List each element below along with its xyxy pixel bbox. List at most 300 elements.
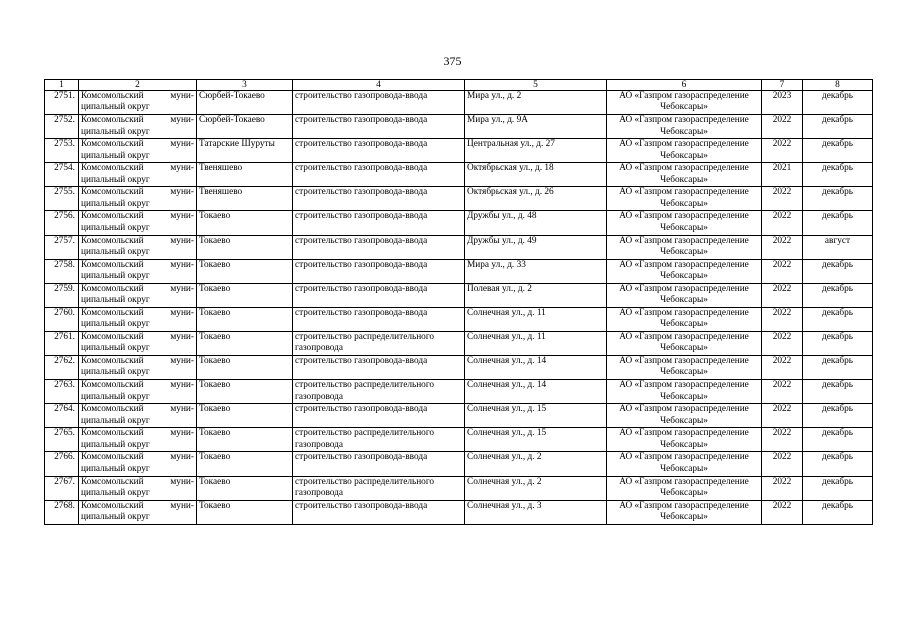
organization: АО «Газпром газораспределение Чебоксары»: [619, 211, 749, 233]
row-number: 2760.: [54, 307, 75, 318]
district-line-1: Комсомольский муни-: [81, 404, 194, 415]
organization-cell: [607, 331, 762, 355]
year: 2022: [772, 452, 792, 463]
settlement-cell: [197, 476, 293, 500]
district-line-1: Комсомольский муни-: [81, 307, 194, 318]
district-line-2: ципальный округ: [81, 343, 150, 354]
settlement-cell: [197, 307, 293, 331]
district-line-1: Комсомольский муни-: [81, 331, 194, 342]
month: декабрь: [822, 283, 853, 294]
work-type: строительство распределительного газопровода: [295, 476, 435, 498]
row-number: 2755.: [54, 187, 75, 198]
organization-cell: [607, 139, 762, 163]
month-cell: [803, 307, 873, 331]
settlement-name: Токаево: [199, 307, 231, 318]
address-cell: [465, 235, 607, 259]
organization: АО «Газпром газораспределение Чебоксары»: [619, 380, 749, 402]
work-type: строительство распределительного газопровода: [295, 428, 435, 450]
settlement-name: Токаево: [199, 331, 231, 342]
month: декабрь: [822, 428, 853, 439]
month-cell: [803, 404, 873, 428]
row-number: 2751.: [54, 91, 75, 101]
organization: АО «Газпром газораспределение Чебоксары»: [619, 476, 749, 498]
row-number-cell: [45, 139, 79, 163]
month-cell: [803, 283, 873, 307]
settlement-cell: [197, 380, 293, 404]
month-cell: [803, 380, 873, 404]
address: Мира ул., д. 33: [467, 259, 526, 270]
work-type-cell: [293, 115, 465, 139]
work-type: строительство газопровода-ввода: [295, 283, 428, 294]
district-line-1: Комсомольский муни-: [81, 139, 194, 150]
month-cell: [803, 356, 873, 380]
year: 2021: [772, 163, 792, 174]
address-cell: [465, 331, 607, 355]
month: декабрь: [822, 163, 853, 174]
district-line-2: ципальный округ: [81, 415, 150, 426]
table-row: [45, 163, 873, 187]
month: декабрь: [822, 139, 853, 150]
month: декабрь: [822, 500, 853, 511]
district-cell: [79, 211, 197, 235]
address-cell: [465, 356, 607, 380]
table-row: [45, 452, 873, 476]
work-type: строительство газопровода-ввода: [295, 187, 428, 198]
address: Солнечная ул., д. 2: [467, 476, 542, 487]
settlement-cell: [197, 404, 293, 428]
work-type-cell: [293, 428, 465, 452]
month: декабрь: [822, 91, 853, 101]
district-line-1: Комсомольский муни-: [81, 259, 194, 270]
settlement-name: Токаево: [199, 259, 231, 270]
settlement-cell: [197, 283, 293, 307]
row-number-cell: [45, 163, 79, 187]
year-cell: [762, 235, 803, 259]
organization: АО «Газпром газораспределение Чебоксары»: [619, 428, 749, 450]
settlement-name: Токаево: [199, 380, 231, 391]
row-number-cell: [45, 452, 79, 476]
work-type-cell: [293, 331, 465, 355]
district-cell: [79, 356, 197, 380]
district-line-1: Комсомольский муни-: [81, 452, 194, 463]
year: 2022: [772, 187, 792, 198]
year: 2022: [772, 235, 792, 246]
address: Солнечная ул., д. 15: [467, 404, 547, 415]
row-number: 2762.: [54, 356, 75, 367]
month-cell: [803, 476, 873, 500]
year: 2022: [772, 331, 792, 342]
district-line-1: Комсомольский муни-: [81, 91, 194, 101]
organization-cell: [607, 476, 762, 500]
year-cell: [762, 259, 803, 283]
header-cell: 3: [197, 80, 293, 91]
address-cell: [465, 476, 607, 500]
organization: АО «Газпром газораспределение Чебоксары»: [619, 356, 749, 378]
year-cell: [762, 187, 803, 211]
year: 2022: [772, 211, 792, 222]
district-cell: [79, 187, 197, 211]
district-cell: [79, 500, 197, 524]
organization: АО «Газпром газораспределение Чебоксары»: [619, 115, 749, 137]
row-number-cell: [45, 187, 79, 211]
address: Октябрьская ул., д. 18: [467, 163, 554, 174]
table-row: [45, 91, 873, 115]
settlement-cell: [197, 500, 293, 524]
header-cell: 6: [607, 80, 762, 91]
table-row: [45, 476, 873, 500]
district-cell: [79, 235, 197, 259]
settlement-cell: [197, 452, 293, 476]
work-type: строительство газопровода-ввода: [295, 235, 428, 246]
district-line-2: ципальный округ: [81, 198, 150, 209]
address: Октябрьская ул., д. 26: [467, 187, 554, 198]
month: декабрь: [822, 452, 853, 463]
district-cell: [79, 283, 197, 307]
work-type: строительство газопровода-ввода: [295, 91, 428, 101]
month: декабрь: [822, 380, 853, 391]
year-cell: [762, 91, 803, 115]
address: Центральная ул., д. 27: [467, 139, 555, 150]
year: 2022: [772, 307, 792, 318]
table-row: [45, 331, 873, 355]
work-type-cell: [293, 283, 465, 307]
address: Мира ул., д. 2: [467, 91, 522, 101]
work-type: строительство распределительного газопровода: [295, 380, 435, 402]
year: 2022: [772, 356, 792, 367]
work-type-cell: [293, 307, 465, 331]
row-number-cell: [45, 259, 79, 283]
header-row: [45, 80, 873, 91]
table-row: [45, 115, 873, 139]
settlement-cell: [197, 187, 293, 211]
header-cell: 8: [803, 80, 873, 91]
district-cell: [79, 307, 197, 331]
year: 2022: [772, 380, 792, 391]
year-cell: [762, 139, 803, 163]
work-type-cell: [293, 187, 465, 211]
settlement-cell: [197, 211, 293, 235]
settlement-cell: [197, 139, 293, 163]
organization: АО «Газпром газораспределение Чебоксары»: [619, 139, 749, 161]
work-type: строительство газопровода-ввода: [295, 356, 428, 367]
year-cell: [762, 428, 803, 452]
row-number-cell: [45, 356, 79, 380]
row-number-cell: [45, 307, 79, 331]
work-type: строительство газопровода-ввода: [295, 139, 428, 150]
address: Солнечная ул., д. 11: [467, 307, 546, 318]
row-number: 2768.: [54, 500, 75, 511]
address-cell: [465, 91, 607, 115]
district-line-2: ципальный округ: [81, 174, 150, 185]
month-cell: [803, 115, 873, 139]
row-number-cell: [45, 235, 79, 259]
row-number-cell: [45, 115, 79, 139]
address-cell: [465, 500, 607, 524]
year: 2022: [772, 283, 792, 294]
address-cell: [465, 283, 607, 307]
work-type: строительство газопровода-ввода: [295, 500, 428, 511]
organization: АО «Газпром газораспределение Чебоксары»: [619, 235, 749, 257]
month: декабрь: [822, 356, 853, 367]
settlement-name: Токаево: [199, 356, 231, 367]
document-table: [44, 79, 873, 525]
work-type: строительство газопровода-ввода: [295, 307, 428, 318]
district-cell: [79, 404, 197, 428]
district-cell: [79, 331, 197, 355]
table-row: [45, 356, 873, 380]
settlement-cell: [197, 428, 293, 452]
address: Солнечная ул., д. 3: [467, 500, 542, 511]
district-line-1: Комсомольский муни-: [81, 283, 194, 294]
address: Солнечная ул., д. 11: [467, 331, 546, 342]
settlement-name: Токаево: [199, 404, 231, 415]
work-type: строительство распределительного газопровода: [295, 331, 435, 354]
year-cell: [762, 380, 803, 404]
year-cell: [762, 500, 803, 524]
settlement-name: Токаево: [199, 235, 231, 246]
settlement-cell: [197, 331, 293, 355]
organization-cell: [607, 187, 762, 211]
month-cell: [803, 211, 873, 235]
work-type: строительство газопровода-ввода: [295, 259, 428, 270]
address-cell: [465, 115, 607, 139]
settlement-name: Сюрбей-Токаево: [199, 91, 265, 101]
work-type-cell: [293, 500, 465, 524]
organization-cell: [607, 235, 762, 259]
month: декабрь: [822, 307, 853, 318]
table-row: [45, 428, 873, 452]
month: декабрь: [822, 115, 853, 126]
work-type-cell: [293, 211, 465, 235]
organization-cell: [607, 356, 762, 380]
header-cell: 5: [465, 80, 607, 91]
address-cell: [465, 259, 607, 283]
organization-cell: [607, 91, 762, 115]
row-number: 2767.: [54, 476, 75, 487]
work-type: строительство газопровода-ввода: [295, 404, 428, 415]
table-row: [45, 211, 873, 235]
settlement-name: Токаево: [199, 500, 231, 511]
district-line-2: ципальный округ: [81, 319, 150, 330]
address: Солнечная ул., д. 15: [467, 428, 547, 439]
table-row: [45, 259, 873, 283]
month-cell: [803, 235, 873, 259]
settlement-name: Токаево: [199, 476, 231, 487]
month-cell: [803, 259, 873, 283]
organization-cell: [607, 283, 762, 307]
organization-cell: [607, 404, 762, 428]
work-type-cell: [293, 404, 465, 428]
year: 2022: [772, 139, 792, 150]
settlement-cell: [197, 356, 293, 380]
address: Мира ул., д. 9А: [467, 115, 528, 126]
year: 2022: [772, 115, 792, 126]
organization-cell: [607, 259, 762, 283]
header-cell: 4: [293, 80, 465, 91]
organization-cell: [607, 428, 762, 452]
year-cell: [762, 115, 803, 139]
organization: АО «Газпром газораспределение Чебоксары»: [619, 163, 749, 185]
district-line-1: Комсомольский муни-: [81, 428, 194, 439]
district-cell: [79, 163, 197, 187]
row-number-cell: [45, 428, 79, 452]
settlement-name: Токаево: [199, 211, 231, 222]
month-cell: [803, 163, 873, 187]
address-cell: [465, 404, 607, 428]
row-number: 2753.: [54, 139, 75, 150]
address: Солнечная ул., д. 14: [467, 356, 547, 367]
work-type-cell: [293, 452, 465, 476]
district-line-2: ципальный округ: [81, 391, 150, 402]
year: 2022: [772, 259, 792, 270]
row-number: 2764.: [54, 404, 75, 415]
row-number: 2754.: [54, 163, 75, 174]
header-cell: 2: [79, 80, 197, 91]
district-line-2: ципальный округ: [81, 463, 150, 474]
organization-cell: [607, 163, 762, 187]
month: декабрь: [822, 404, 853, 415]
district-line-2: ципальный округ: [81, 439, 150, 450]
address-cell: [465, 211, 607, 235]
row-number: 2758.: [54, 259, 75, 270]
district-line-1: Комсомольский муни-: [81, 211, 194, 222]
organization: АО «Газпром газораспределение Чебоксары»: [619, 187, 749, 209]
settlement-name: Твеняшево: [199, 163, 243, 174]
year: 2022: [772, 500, 792, 511]
address-cell: [465, 380, 607, 404]
settlement-name: Татарские Шуруты: [199, 139, 275, 150]
settlement-cell: [197, 235, 293, 259]
district-cell: [79, 259, 197, 283]
year-cell: [762, 356, 803, 380]
table-row: [45, 307, 873, 331]
district-cell: [79, 139, 197, 163]
year-cell: [762, 211, 803, 235]
district-line-2: ципальный округ: [81, 102, 150, 113]
district-line-1: Комсомольский муни-: [81, 476, 194, 487]
month-cell: [803, 331, 873, 355]
month: декабрь: [822, 476, 853, 487]
month: декабрь: [822, 187, 853, 198]
month: август: [824, 235, 851, 246]
row-number-cell: [45, 283, 79, 307]
settlement-name: Токаево: [199, 452, 231, 463]
month-cell: [803, 452, 873, 476]
settlement-name: Токаево: [199, 428, 231, 439]
district-cell: [79, 91, 197, 115]
work-type-cell: [293, 91, 465, 115]
row-number: 2752.: [54, 115, 75, 126]
address-cell: [465, 163, 607, 187]
table-row: [45, 139, 873, 163]
organization: АО «Газпром газораспределение Чебоксары»: [619, 283, 749, 306]
table-row: [45, 380, 873, 404]
table-row: [45, 283, 873, 307]
settlement-name: Сюрбей-Токаево: [199, 115, 265, 126]
address: Полевая ул., д. 2: [467, 283, 532, 294]
district-line-1: Комсомольский муни-: [81, 163, 194, 174]
row-number: 2763.: [54, 380, 75, 391]
work-type-cell: [293, 476, 465, 500]
organization-cell: [607, 500, 762, 524]
year: 2022: [772, 476, 792, 487]
organization: АО «Газпром газораспределение Чебоксары»: [619, 404, 749, 426]
address-cell: [465, 139, 607, 163]
month-cell: [803, 187, 873, 211]
table-row: [45, 235, 873, 259]
year-cell: [762, 331, 803, 355]
month: декабрь: [822, 331, 853, 342]
year-cell: [762, 307, 803, 331]
work-type-cell: [293, 356, 465, 380]
header-cell: 7: [762, 80, 803, 91]
work-type-cell: [293, 139, 465, 163]
year-cell: [762, 404, 803, 428]
month: декабрь: [822, 259, 853, 270]
row-number: 2765.: [54, 428, 75, 439]
year-cell: [762, 452, 803, 476]
district-cell: [79, 428, 197, 452]
page-number: 375: [443, 54, 462, 68]
work-type: строительство газопровода-ввода: [295, 115, 428, 126]
address: Дружбы ул., д. 49: [467, 235, 537, 246]
table-row: [45, 187, 873, 211]
address: Солнечная ул., д. 2: [467, 452, 542, 463]
district-line-2: ципальный округ: [81, 487, 150, 498]
organization-cell: [607, 380, 762, 404]
settlement-cell: [197, 115, 293, 139]
organization-cell: [607, 211, 762, 235]
organization-cell: [607, 307, 762, 331]
district-line-2: ципальный округ: [81, 367, 150, 378]
row-number: 2766.: [54, 452, 75, 463]
district-cell: [79, 452, 197, 476]
district-line-2: ципальный округ: [81, 512, 150, 522]
year-cell: [762, 283, 803, 307]
work-type: строительство газопровода-ввода: [295, 452, 428, 463]
district-line-1: Комсомольский муни-: [81, 356, 194, 367]
district-line-1: Комсомольский муни-: [81, 115, 194, 126]
district-line-1: Комсомольский муни-: [81, 235, 194, 246]
district-line-2: ципальный округ: [81, 126, 150, 137]
organization: АО «Газпром газораспределение Чебоксары»: [619, 307, 749, 330]
row-number: 2757.: [54, 235, 75, 246]
district-cell: [79, 380, 197, 404]
address-cell: [465, 452, 607, 476]
settlement-name: Токаево: [199, 283, 231, 294]
work-type-cell: [293, 259, 465, 283]
district-line-2: ципальный округ: [81, 150, 150, 161]
month-cell: [803, 91, 873, 115]
work-type-cell: [293, 163, 465, 187]
district-line-2: ципальный округ: [81, 295, 150, 306]
settlement-cell: [197, 259, 293, 283]
work-type: строительство газопровода-ввода: [295, 163, 428, 174]
work-type-cell: [293, 235, 465, 259]
table-row: [45, 404, 873, 428]
settlement-cell: [197, 163, 293, 187]
row-number-cell: [45, 380, 79, 404]
organization: АО «Газпром газораспределение Чебоксары»: [619, 259, 749, 282]
district-line-1: Комсомольский муни-: [81, 187, 194, 198]
address: Солнечная ул., д. 14: [467, 380, 547, 391]
row-number-cell: [45, 500, 79, 524]
row-number: 2759.: [54, 283, 75, 294]
district-line-2: ципальный округ: [81, 222, 150, 233]
district-cell: [79, 115, 197, 139]
address-cell: [465, 187, 607, 211]
work-type: строительство газопровода-ввода: [295, 211, 428, 222]
